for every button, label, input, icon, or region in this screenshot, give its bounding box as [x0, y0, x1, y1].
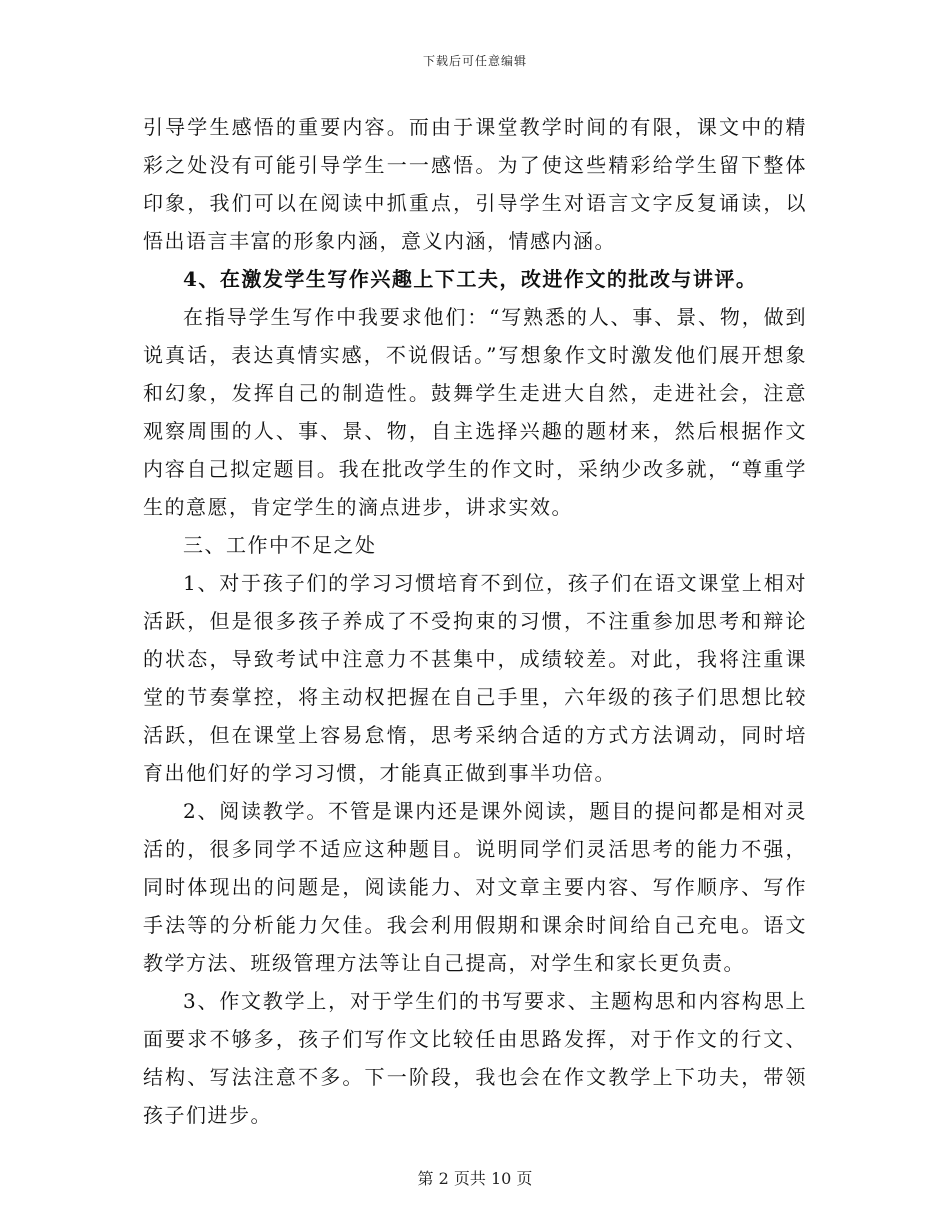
paragraph-shortcoming-2: 2、阅读教学。不管是课内还是课外阅读，题目的提问都是相对灵活的，很多同学不适应这种题目。说明同学们灵活思考的能力不强，同时体现出的问题是，阅读能力、对文章主要内容、写作顺序、写作手法等的分析能力欠佳。我会利用假期和课余时间给自己充电。语文教学方法、班级管理方法等让自己提高，对学生和家长更负责。 [143, 799, 807, 975]
paragraph-writing-guidance: 在指导学生写作中我要求他们：“写熟悉的人、事、景、物，做到说真话，表达真情实感，不说假话。”写想象作文时激发他们展开想象和幻象，发挥自己的制造性。鼓舞学生走进大自然，走进社会，注意观察周围的人、事、景、物，自主选择兴趣的题材来，然后根据作文内容自己拟定题目。我在批改学生的作文时，采纳少改多就，“尊重学生的意愿，肯定学生的滴点进步，讲求实效。 [143, 305, 807, 519]
section-heading-4: 4、在激发学生写作兴趣上下工夫，改进作文的批改与讲评。 [183, 267, 758, 291]
document-body [143, 108, 807, 1134]
page-number-footer: 第 2 页共 10 页 [417, 1169, 533, 1188]
section-heading-shortcomings: 三、工作中不足之处 [183, 533, 377, 557]
page-header-note: 下载后可任意编辑 [422, 54, 527, 68]
paragraph-shortcoming-1: 1、对于孩子们的学习习惯培育不到位，孩子们在语文课堂上相对活跃，但是很多孩子养成了不受拘束的习惯，不注重参加思考和辩论的状态，导致考试中注意力不甚集中，成绩较差。对此，我将注重课堂的节奏掌控，将主动权把握在自己手里，六年级的孩子们思想比较活跃，但在课堂上容易怠惰，思考采纳合适的方式方法调动，同时培育出他们好的学习习惯，才能真正做到事半功倍。 [143, 571, 807, 785]
paragraph-shortcoming-3: 3、作文教学上，对于学生们的书写要求、主题构思和内容构思上面要求不够多，孩子们写作文比较任由思路发挥，对于作文的行文、结构、写法注意不多。下一阶段，我也会在作文教学上下功夫，带领孩子们进步。 [143, 989, 807, 1127]
paragraph-continued: 引导学生感悟的重要内容。而由于课堂教学时间的有限，课文中的精彩之处没有可能引导学生一一感悟。为了使这些精彩给学生留下整体印象，我们可以在阅读中抓重点，引导学生对语言文字反复诵读，以悟出语言丰富的形象内涵，意义内涵，情感内涵。 [143, 115, 807, 253]
